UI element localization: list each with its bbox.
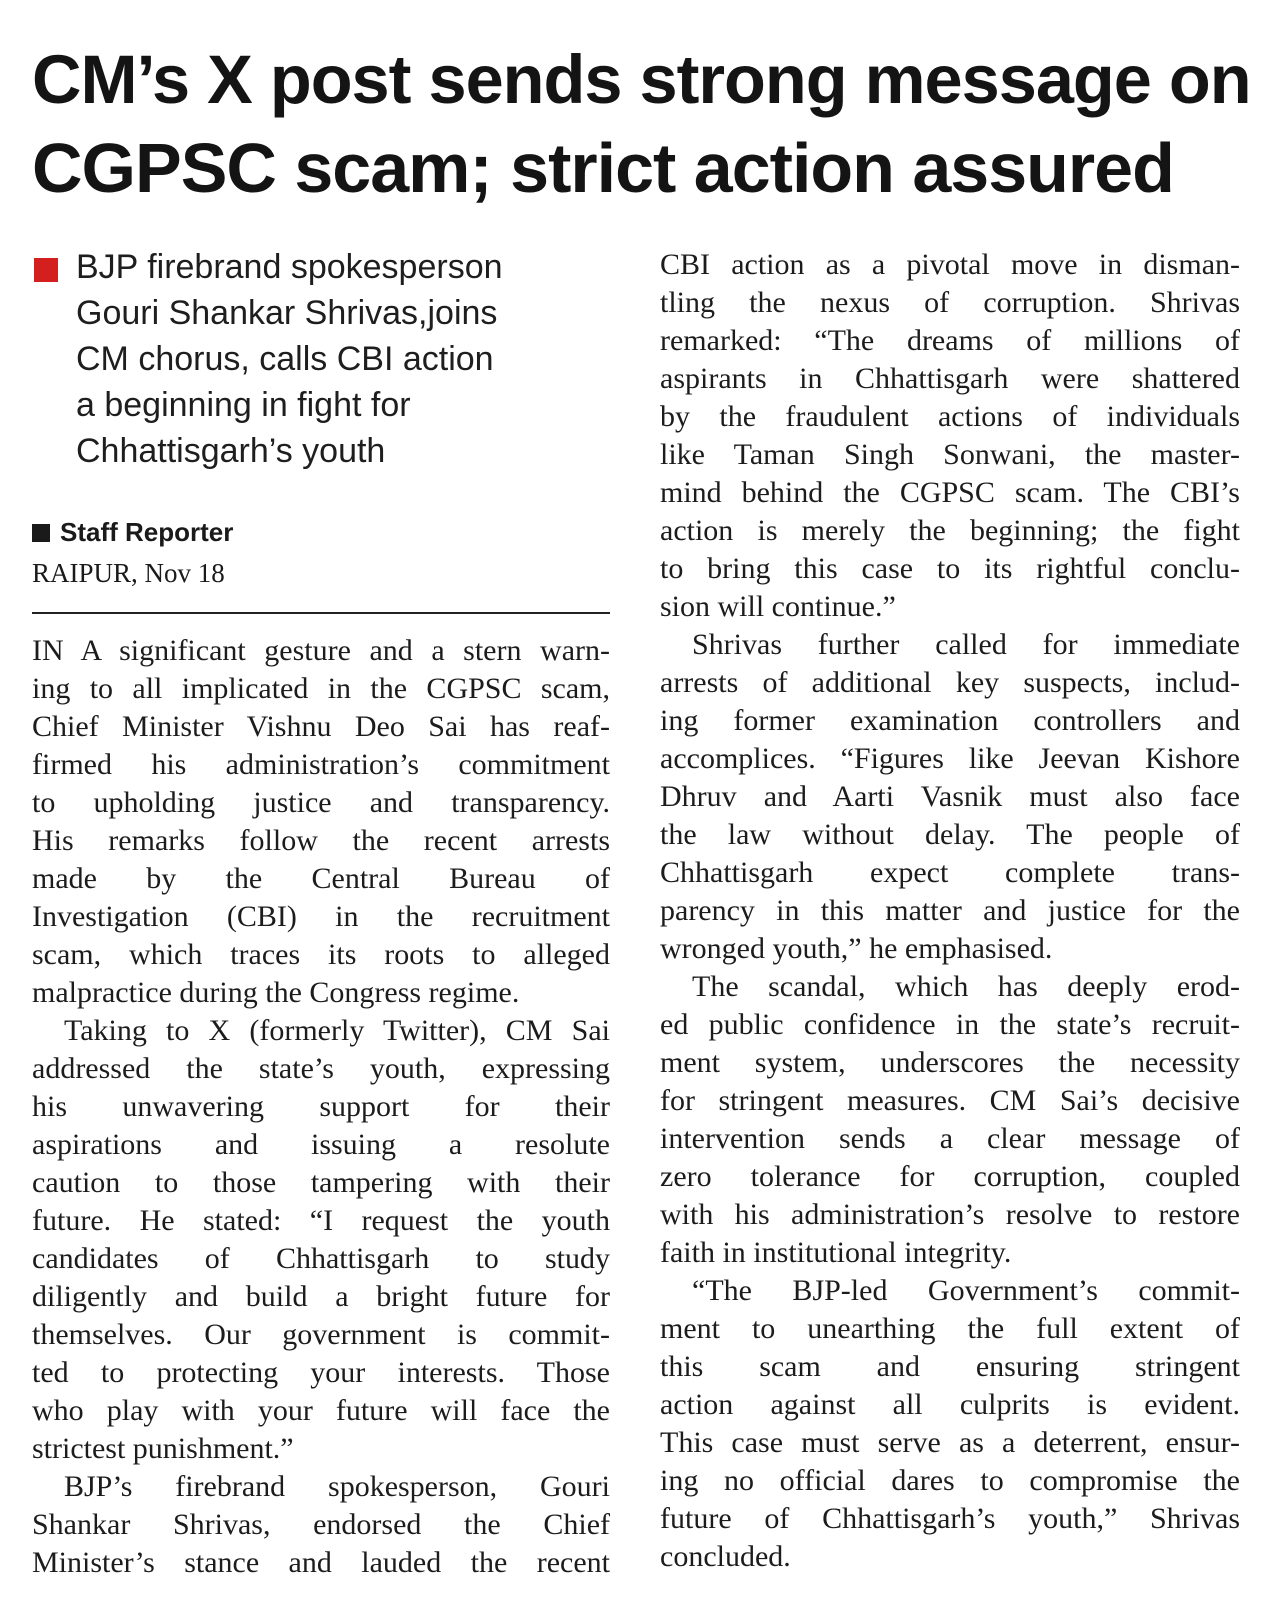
text-line: Minister’s stance and lauded the recent xyxy=(32,1546,610,1579)
text-line: aspirants in Chhattisgarh were shattered xyxy=(660,362,1240,395)
text-line: diligently and build a bright future for xyxy=(32,1280,610,1313)
text-line: ing to all implicated in the CGPSC scam, xyxy=(32,672,610,705)
text-line: who play with your future will face the xyxy=(32,1394,610,1427)
text-line: aspirations and issuing a resolute xyxy=(32,1128,610,1161)
text-line: mind behind the CGPSC scam. The CBI’s xyxy=(660,476,1240,509)
deck-line: Chhattisgarh’s youth xyxy=(76,432,386,470)
text-line: His remarks follow the recent arrests xyxy=(32,824,610,857)
text-line: future. He stated: “I request the youth xyxy=(32,1204,610,1237)
text-line: remarked: “The dreams of millions of xyxy=(660,324,1240,357)
text-line: ment system, underscores the necessity xyxy=(660,1046,1240,1079)
headline-line: CM’s X post sends strong message on xyxy=(32,41,1251,118)
text-line: ing former examination controllers and xyxy=(660,704,1240,737)
text-line: Chief Minister Vishnu Deo Sai has reaf- xyxy=(32,710,610,743)
dateline: RAIPUR, Nov 18 xyxy=(32,558,225,588)
left-column xyxy=(32,244,610,1582)
text-line: accomplices. “Figures like Jeevan Kishore xyxy=(660,742,1240,775)
text-line: made by the Central Bureau of xyxy=(32,862,610,895)
text-line: to bring this case to its rightful conclu- xyxy=(660,552,1240,585)
headline xyxy=(32,36,1252,212)
text-line: by the fraudulent actions of individuals xyxy=(660,400,1240,433)
headline-line: CGPSC scam; strict action assured xyxy=(32,129,1174,207)
byline xyxy=(32,514,610,550)
text-line: action is merely the beginning; the fight xyxy=(660,514,1240,547)
deck-summary xyxy=(32,244,610,474)
deck-line: BJP firebrand spokesperson xyxy=(76,248,503,286)
text-line: this scam and ensuring stringent xyxy=(660,1350,1240,1383)
text-line: CBI action as a pivotal move in disman- xyxy=(660,248,1240,281)
text-line: like Taman Singh Sonwani, the master- xyxy=(660,438,1240,471)
right-column xyxy=(660,246,1240,1576)
text-line: for stringent measures. CM Sai’s decisive xyxy=(660,1084,1240,1117)
text-line: strictest punishment.” xyxy=(32,1432,294,1465)
deck-line: Gouri Shankar Shrivas,joins xyxy=(76,294,498,332)
text-line: malpractice during the Congress regime. xyxy=(32,976,520,1009)
text-line: to upholding justice and transparency. xyxy=(32,786,610,819)
text-line: Dhruv and Aarti Vasnik must also face xyxy=(660,780,1240,813)
text-line: ed public confidence in the state’s recruit- xyxy=(660,1008,1240,1041)
text-line: BJP’s firebrand spokesperson, Gouri xyxy=(64,1470,610,1503)
text-line: Investigation (CBI) in the recruitment xyxy=(32,900,610,933)
text-line: scam, which traces its roots to alleged xyxy=(32,938,610,971)
text-line: action against all culprits is evident. xyxy=(660,1388,1240,1421)
text-line: “The BJP-led Government’s commit- xyxy=(692,1274,1240,1307)
text-line: faith in institutional integrity. xyxy=(660,1236,1012,1269)
paragraph xyxy=(32,1468,610,1582)
paragraph xyxy=(660,1272,1240,1576)
text-line: Taking to X (formerly Twitter), CM Sai xyxy=(64,1014,610,1047)
text-line: tling the nexus of corruption. Shrivas xyxy=(660,286,1240,319)
paragraph xyxy=(660,246,1240,626)
text-line: ment to unearthing the full extent of xyxy=(660,1312,1240,1345)
text-line: wronged youth,” he emphasised. xyxy=(660,932,1053,965)
paragraph xyxy=(32,632,610,1012)
paragraph xyxy=(660,626,1240,968)
text-line: Chhattisgarh expect complete trans- xyxy=(660,856,1240,889)
text-line: Shankar Shrivas, endorsed the Chief xyxy=(32,1508,610,1541)
text-line: The scandal, which has deeply erod- xyxy=(692,970,1240,1003)
paragraph xyxy=(660,968,1240,1272)
text-line: intervention sends a clear message of xyxy=(660,1122,1240,1155)
text-line: zero tolerance for corruption, coupled xyxy=(660,1160,1240,1193)
text-line: ted to protecting your interests. Those xyxy=(32,1356,610,1389)
text-line: IN A significant gesture and a stern warn- xyxy=(32,634,610,667)
text-line: future of Chhattisgarh’s youth,” Shrivas xyxy=(660,1502,1240,1535)
text-line: ing no official dares to compromise the xyxy=(660,1464,1240,1497)
text-line: Shrivas further called for immediate xyxy=(692,628,1240,661)
byline-name: Staff Reporter xyxy=(60,517,234,547)
text-line: arrests of additional key suspects, includ- xyxy=(660,666,1240,699)
text-line: parency in this matter and justice for the xyxy=(660,894,1240,927)
deck-line: CM chorus, calls CBI action xyxy=(76,340,494,378)
red-square-bullet-icon xyxy=(34,258,58,282)
text-line: the law without delay. The people of xyxy=(660,818,1240,851)
deck-line: a beginning in fight for xyxy=(76,386,411,424)
text-line: candidates of Chhattisgarh to study xyxy=(32,1242,610,1275)
black-square-bullet-icon xyxy=(32,524,50,542)
paragraph xyxy=(32,1012,610,1468)
text-line: sion will continue.” xyxy=(660,590,896,623)
text-line: addressed the state’s youth, expressing xyxy=(32,1052,610,1085)
text-line: themselves. Our government is commit- xyxy=(32,1318,610,1351)
text-line: concluded. xyxy=(660,1540,791,1573)
divider xyxy=(32,612,610,614)
text-line: caution to those tampering with their xyxy=(32,1166,610,1199)
text-line: with his administration’s resolve to restore xyxy=(660,1198,1240,1231)
text-line: This case must serve as a deterrent, ensur- xyxy=(660,1426,1240,1459)
text-line: firmed his administration’s commitment xyxy=(32,748,610,781)
text-line: his unwavering support for their xyxy=(32,1090,610,1123)
